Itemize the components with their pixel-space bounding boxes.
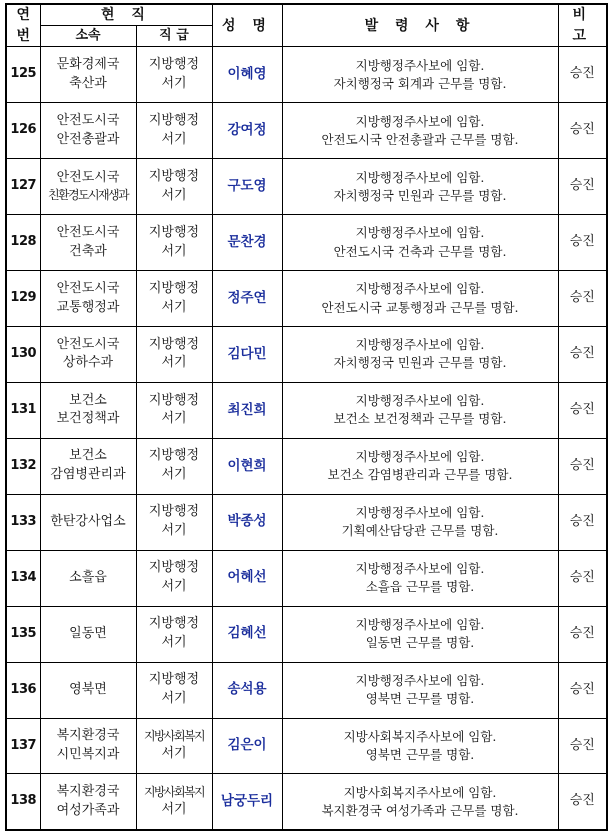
department-cell: 한탄강사업소 — [40, 494, 136, 550]
table-row — [6, 718, 607, 774]
remarks-cell: 승진 — [558, 550, 607, 606]
serial-number-cell: 136 — [6, 662, 40, 718]
table-row — [6, 47, 607, 103]
table-row — [6, 494, 607, 550]
serial-number-cell: 130 — [6, 326, 40, 382]
header-remarks: 비 고 — [558, 4, 607, 47]
header-rank: 직 급 — [136, 26, 212, 47]
department-cell: 안전도시국 건축과 — [40, 215, 136, 271]
appointment-order-cell: 지방행정주사보에 임함. 안전도시국 안전총괄과 근무를 명함. — [282, 103, 558, 159]
roster-body — [6, 47, 607, 830]
header-serial-number: 연 번 — [6, 4, 40, 47]
person-name-cell: 이현희 — [212, 438, 282, 494]
department-cell: 영북면 — [40, 662, 136, 718]
rank-cell: 지방사회복지 서기 — [136, 718, 212, 774]
person-name-cell: 최진희 — [212, 382, 282, 438]
table-row — [6, 271, 607, 327]
person-name-cell: 박종성 — [212, 494, 282, 550]
header-appointment-order: 발 령 사 항 — [282, 4, 558, 47]
remarks-cell: 승진 — [558, 718, 607, 774]
serial-number-cell: 133 — [6, 494, 40, 550]
appointment-order-cell: 지방행정주사보에 임함. 자치행정국 회계과 근무를 명함. — [282, 47, 558, 103]
department-cell: 보건소 감염병관리과 — [40, 438, 136, 494]
table-row — [6, 774, 607, 830]
appointment-order-cell: 지방행정주사보에 임함. 보건소 보건정책과 근무를 명함. — [282, 382, 558, 438]
department-cell: 복지환경국 시민복지과 — [40, 718, 136, 774]
rank-cell: 지방행정 서기 — [136, 494, 212, 550]
serial-number-cell: 134 — [6, 550, 40, 606]
appointment-order-cell: 지방행정주사보에 임함. 안전도시국 교통행정과 근무를 명함. — [282, 271, 558, 327]
rank-cell: 지방행정 서기 — [136, 382, 212, 438]
table-row — [6, 215, 607, 271]
remarks-cell: 승진 — [558, 438, 607, 494]
appointment-order-cell: 지방행정주사보에 임함. 소흘읍 근무를 명함. — [282, 550, 558, 606]
rank-cell: 지방행정 서기 — [136, 47, 212, 103]
person-name-cell: 어혜선 — [212, 550, 282, 606]
table-row — [6, 438, 607, 494]
department-cell: 보건소 보건정책과 — [40, 382, 136, 438]
serial-number-cell: 138 — [6, 774, 40, 830]
person-name-cell: 구도영 — [212, 159, 282, 215]
table-row — [6, 662, 607, 718]
remarks-cell: 승진 — [558, 494, 607, 550]
rank-cell: 지방행정 서기 — [136, 159, 212, 215]
department-cell: 문화경제국 축산과 — [40, 47, 136, 103]
header-name: 성 명 — [212, 4, 282, 47]
table-row — [6, 159, 607, 215]
person-name-cell: 송석용 — [212, 662, 282, 718]
remarks-cell: 승진 — [558, 47, 607, 103]
header-current-position: 현 직 — [40, 4, 212, 26]
appointment-order-cell: 지방사회복지주사보에 임함. 영북면 근무를 명함. — [282, 718, 558, 774]
person-name-cell: 정주연 — [212, 271, 282, 327]
person-name-cell: 김혜선 — [212, 606, 282, 662]
department-cell: 안전도시국 친환경도시재생과 — [40, 159, 136, 215]
person-name-cell: 이혜영 — [212, 47, 282, 103]
person-name-cell: 문찬경 — [212, 215, 282, 271]
appointment-order-cell: 지방행정주사보에 임함. 보건소 감염병관리과 근무를 명함. — [282, 438, 558, 494]
remarks-cell: 승진 — [558, 606, 607, 662]
serial-number-cell: 125 — [6, 47, 40, 103]
rank-cell: 지방행정 서기 — [136, 550, 212, 606]
header-department: 소속 — [40, 26, 136, 47]
remarks-cell: 승진 — [558, 103, 607, 159]
person-name-cell: 김은이 — [212, 718, 282, 774]
appointment-order-cell: 지방행정주사보에 임함. 자치행정국 민원과 근무를 명함. — [282, 326, 558, 382]
department-cell: 안전도시국 상하수과 — [40, 326, 136, 382]
serial-number-cell: 129 — [6, 271, 40, 327]
department-cell: 안전도시국 안전총괄과 — [40, 103, 136, 159]
appointment-order-cell: 지방행정주사보에 임함. 기획예산담당관 근무를 명함. — [282, 494, 558, 550]
rank-cell: 지방행정 서기 — [136, 662, 212, 718]
appointment-table — [5, 3, 608, 831]
serial-number-cell: 127 — [6, 159, 40, 215]
serial-number-cell: 132 — [6, 438, 40, 494]
serial-number-cell: 128 — [6, 215, 40, 271]
serial-number-cell: 135 — [6, 606, 40, 662]
table-row — [6, 550, 607, 606]
serial-number-cell: 126 — [6, 103, 40, 159]
department-cell: 복지환경국 여성가족과 — [40, 774, 136, 830]
remarks-cell: 승진 — [558, 382, 607, 438]
appointment-order-cell: 지방행정주사보에 임함. 일동면 근무를 명함. — [282, 606, 558, 662]
remarks-cell: 승진 — [558, 271, 607, 327]
table-row — [6, 326, 607, 382]
rank-cell: 지방행정 서기 — [136, 606, 212, 662]
person-name-cell: 강여정 — [212, 103, 282, 159]
rank-cell: 지방사회복지 서기 — [136, 774, 212, 830]
remarks-cell: 승진 — [558, 774, 607, 830]
remarks-cell: 승진 — [558, 326, 607, 382]
department-cell: 일동면 — [40, 606, 136, 662]
rank-cell: 지방행정 서기 — [136, 271, 212, 327]
department-cell: 소흘읍 — [40, 550, 136, 606]
table-row — [6, 606, 607, 662]
person-name-cell: 남궁두리 — [212, 774, 282, 830]
rank-cell: 지방행정 서기 — [136, 326, 212, 382]
rank-cell: 지방행정 서기 — [136, 103, 212, 159]
appointment-order-cell: 지방사회복지주사보에 임함. 복지환경국 여성가족과 근무를 명함. — [282, 774, 558, 830]
table-row — [6, 382, 607, 438]
appointment-order-cell: 지방행정주사보에 임함. 자치행정국 민원과 근무를 명함. — [282, 159, 558, 215]
person-name-cell: 김다민 — [212, 326, 282, 382]
appointment-order-cell: 지방행정주사보에 임함. 안전도시국 건축과 근무를 명함. — [282, 215, 558, 271]
remarks-cell: 승진 — [558, 662, 607, 718]
serial-number-cell: 131 — [6, 382, 40, 438]
table-row — [6, 103, 607, 159]
serial-number-cell: 137 — [6, 718, 40, 774]
appointment-order-cell: 지방행정주사보에 임함. 영북면 근무를 명함. — [282, 662, 558, 718]
department-cell: 안전도시국 교통행정과 — [40, 271, 136, 327]
remarks-cell: 승진 — [558, 159, 607, 215]
remarks-cell: 승진 — [558, 215, 607, 271]
rank-cell: 지방행정 서기 — [136, 438, 212, 494]
rank-cell: 지방행정 서기 — [136, 215, 212, 271]
